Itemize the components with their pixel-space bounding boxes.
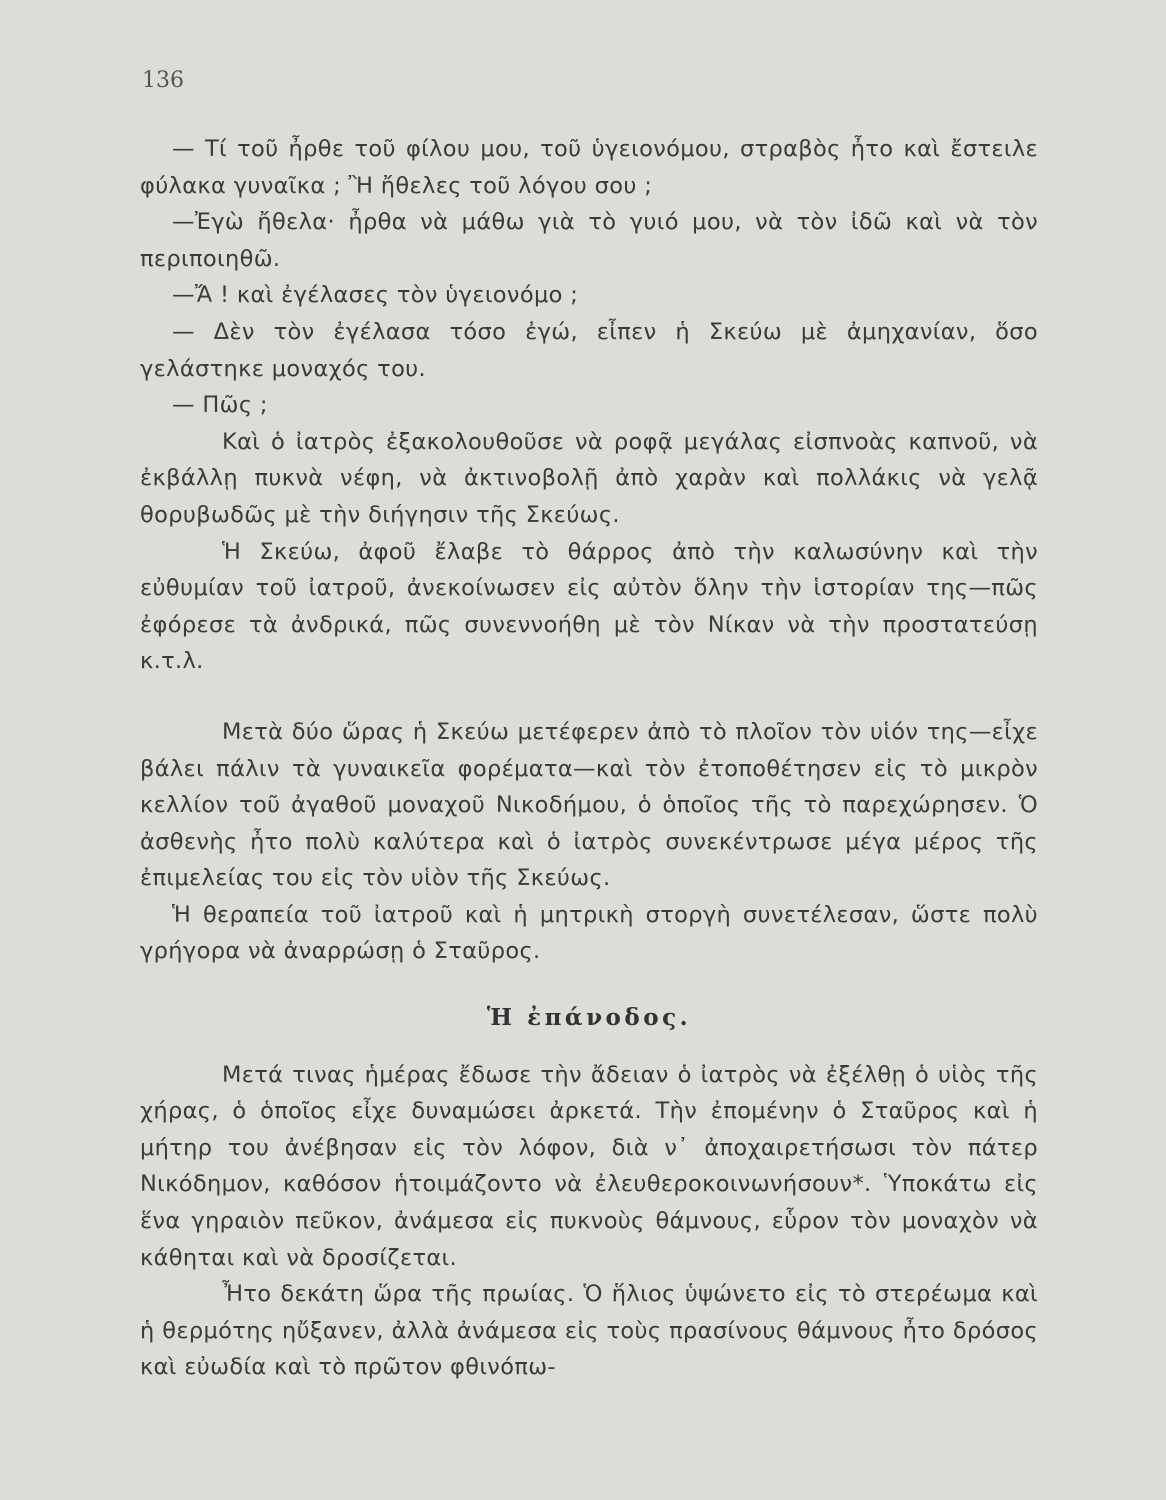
narration-paragraph-6: Ἦτο δεκάτη ὥρα τῆς πρωίας. Ὁ ἥλιος ὑψώνετο εἰς τὸ στερέωμα καὶ ἡ θερμότης ηὔξανεν, ἀλλὰ ἀνάμεσα εἰς τοὺς πρασίνους θάμνους ἦτο δρόσος καὶ εὐωδία καὶ τὸ πρῶτον φθινόπω- xyxy=(140,1281,1038,1381)
narration-paragraph-2: Ἡ Σκεύω, ἀφοῦ ἔλαβε τὸ θάρρος ἀπὸ τὴν καλωσύνην καὶ τὴν εὐθυμίαν τοῦ ἰατροῦ, ἀνεκοίνωσεν εἰς αὐτὸν ὅλην τὴν ἱστορίαν της—πῶς ἐφόρεσε τὰ ἀνδρικά, πῶς συνεννοήθη μὲ τὸν Νίκαν νὰ τὴν προστατεύσῃ κ.τ.λ. xyxy=(140,538,1038,675)
narration-paragraph-3: Μετὰ δύο ὥρας ἡ Σκεύω μετέφερεν ἀπὸ τὸ πλοῖον τὸν υἱόν της—εἶχε βάλει πάλιν τὰ γυναικεῖα φορέματα—καὶ τὸν ἐτοποθέτησεν εἰς τὸ μικρὸν κελλίον τοῦ ἀγαθοῦ μοναχοῦ Νικοδήμου, ὁ ὁποῖος τῆς τὸ παρεχώρησεν. Ὁ ἀσθενὴς ἦτο πολὺ καλύτερα καὶ ὁ ἰατρὸς συνεκέντρωσε μέγα μέρος τῆς ἐπιμελείας του εἰς τὸν υἱὸν τῆς Σκεύως. xyxy=(140,718,1038,892)
page-number: 136 xyxy=(142,68,184,93)
narration-paragraph-4: Ἡ θεραπεία τοῦ ἰατροῦ καὶ ἡ μητρικὴ στοργὴ συνετέλεσαν, ὥστε πολὺ γρήγορα νὰ ἀναρρώσῃ ὁ Σταῦρος. xyxy=(140,901,1038,965)
dialogue-line-4: — Δὲν τὸν ἐγέλασα τόσο ἐγώ, εἶπεν ἡ Σκεύω μὲ ἀμηχανίαν, ὅσο γελάστηκε μοναχός του. xyxy=(140,318,1038,382)
dialogue-line-2: —Ἐγὼ ἤθελα· ἦρθα νὰ μάθω γιὰ τὸ γυιό μου, νὰ τὸν ἰδῶ καὶ νὰ τὸν περιποιηθῶ. xyxy=(140,209,1038,272)
narration-paragraph-5: Μετά τινας ἡμέρας ἔδωσε τὴν ἄδειαν ὁ ἰατρὸς νὰ ἐξέλθῃ ὁ υἱὸς τῆς χήρας, ὁ ὁποῖος εἶχε δυναμώσει ἀρκετά. Τὴν ἐπομένην ὁ Σταῦρος καὶ ἡ μήτηρ του ἀνέβησαν εἰς τὸν λόφον, διὰ ν᾽ ἀποχαιρετήσωσι τὸν πάτερ Νικόδημον, καθόσον ἡτοιμάζοντο νὰ ἐλευθεροκοινωνήσουν*. Ὑποκάτω εἰς ἕνα γηραιὸν πεῦκον, ἀνάμεσα εἰς πυκνοὺς θάμνους, εὗρον τὸν μοναχὸν νὰ κάθηται καὶ νὰ δροσίζεται. xyxy=(140,1061,1038,1271)
section-break xyxy=(140,680,1038,714)
section-heading: Ἡ ἐπάνοδος. xyxy=(486,1004,692,1032)
dialogue-line-1: — Τί τοῦ ἦρθε τοῦ φίλου μου, τοῦ ὑγειονόμου, στραβὸς ἦτο καὶ ἔστειλε φύλακα γυναῖκα ; Ἢ ἤθελες τοῦ λόγου σου ; xyxy=(140,136,1038,199)
body-text xyxy=(140,131,1038,1386)
dialogue-line-5: — Πῶς ; xyxy=(172,392,268,419)
dialogue-line-3: —Ἄ ! καὶ ἐγέλασες τὸν ὑγειονόμο ; xyxy=(172,282,579,309)
narration-paragraph-1: Καὶ ὁ ἰατρὸς ἐξακολουθοῦσε νὰ ροφᾷ μεγάλας εἰσπνοὰς καπνοῦ, νὰ ἐκβάλλῃ πυκνὰ νέφη, νὰ ἀκτινοβολῇ ἀπὸ χαρὰν καὶ πολλάκις νὰ γελᾷ θορυβωδῶς μὲ τὴν διήγησιν τῆς Σκεύως. xyxy=(140,428,1038,528)
